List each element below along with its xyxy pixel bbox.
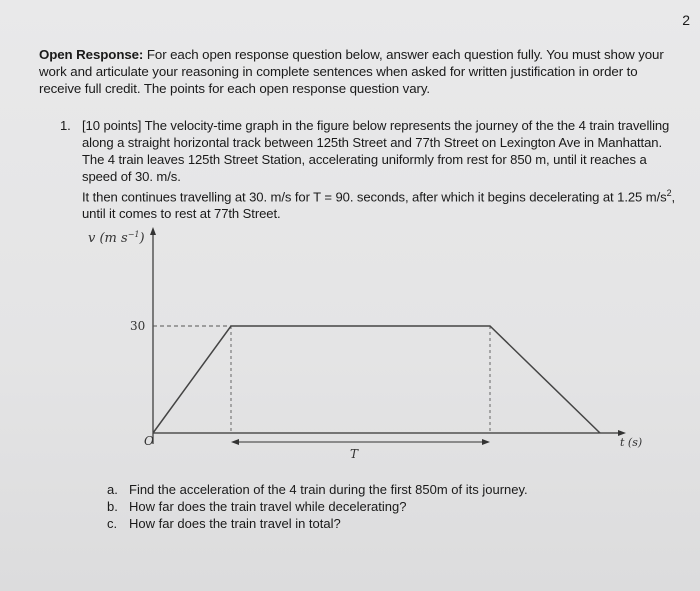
y-axis-arrowhead [150, 227, 156, 235]
question-paragraph-2 [82, 185, 680, 222]
subquestions-list [107, 481, 528, 532]
origin-label: O [144, 434, 154, 448]
question-paragraph-1: [10 points] The velocity-time graph in the figure below represents the journey of the the 4 train travelling along a straight horizontal track between 125th Street and 77th Street on Lexington Ave in Manhattan. The 4 train leaves 125th Street Station, accelerating uniformly from rest for 850 m, until it reaches a speed of 30. m/s. [82, 118, 670, 184]
y-axis-label: v (m $s^{-1}$) [88, 230, 145, 246]
instructions-heading: Open Response: [39, 47, 144, 62]
instructions-text: For each open response question below, answer each question fully. You must show your work and articulate your reasoning in complete sentences when asked for written justification in order to receive full credit. The points for each open response question vary. [39, 47, 664, 96]
interval-T-arrowhead-right [482, 439, 490, 445]
interval-T-label: T [350, 447, 359, 461]
question-paragraph-2-a: It then continues travelling at 30. m/s for T = 90. seconds, after which it begins decelerating at 1.25 m/s [82, 189, 667, 205]
x-axis-label: t (s) [620, 436, 643, 449]
subquestion-a [107, 481, 528, 498]
subquestion-b-text: How far does the train travel while decelerating? [129, 499, 407, 514]
page-number: 2 [682, 12, 690, 28]
question-1 [60, 117, 680, 222]
subquestion-a-text: Find the acceleration of the 4 train during the first 850m of its journey. [129, 482, 528, 497]
velocity-profile-line [153, 326, 600, 433]
subquestion-c-label: c. [107, 516, 118, 531]
subquestion-b [107, 498, 528, 515]
instructions-paragraph [39, 46, 679, 97]
subquestion-c [107, 515, 528, 532]
question-paragraph-2-b: , until it comes to rest at 77th Street. [82, 189, 676, 222]
subquestion-b-label: b. [107, 499, 118, 514]
question-paragraph-2-sup: 2 [666, 188, 672, 198]
subquestion-c-text: How far does the train travel in total? [129, 516, 341, 531]
question-number: 1. [60, 118, 71, 133]
y-tick-30: 30 [130, 319, 146, 333]
velocity-time-graph [80, 222, 660, 462]
interval-T-arrowhead-left [231, 439, 239, 445]
subquestion-a-label: a. [107, 482, 118, 497]
